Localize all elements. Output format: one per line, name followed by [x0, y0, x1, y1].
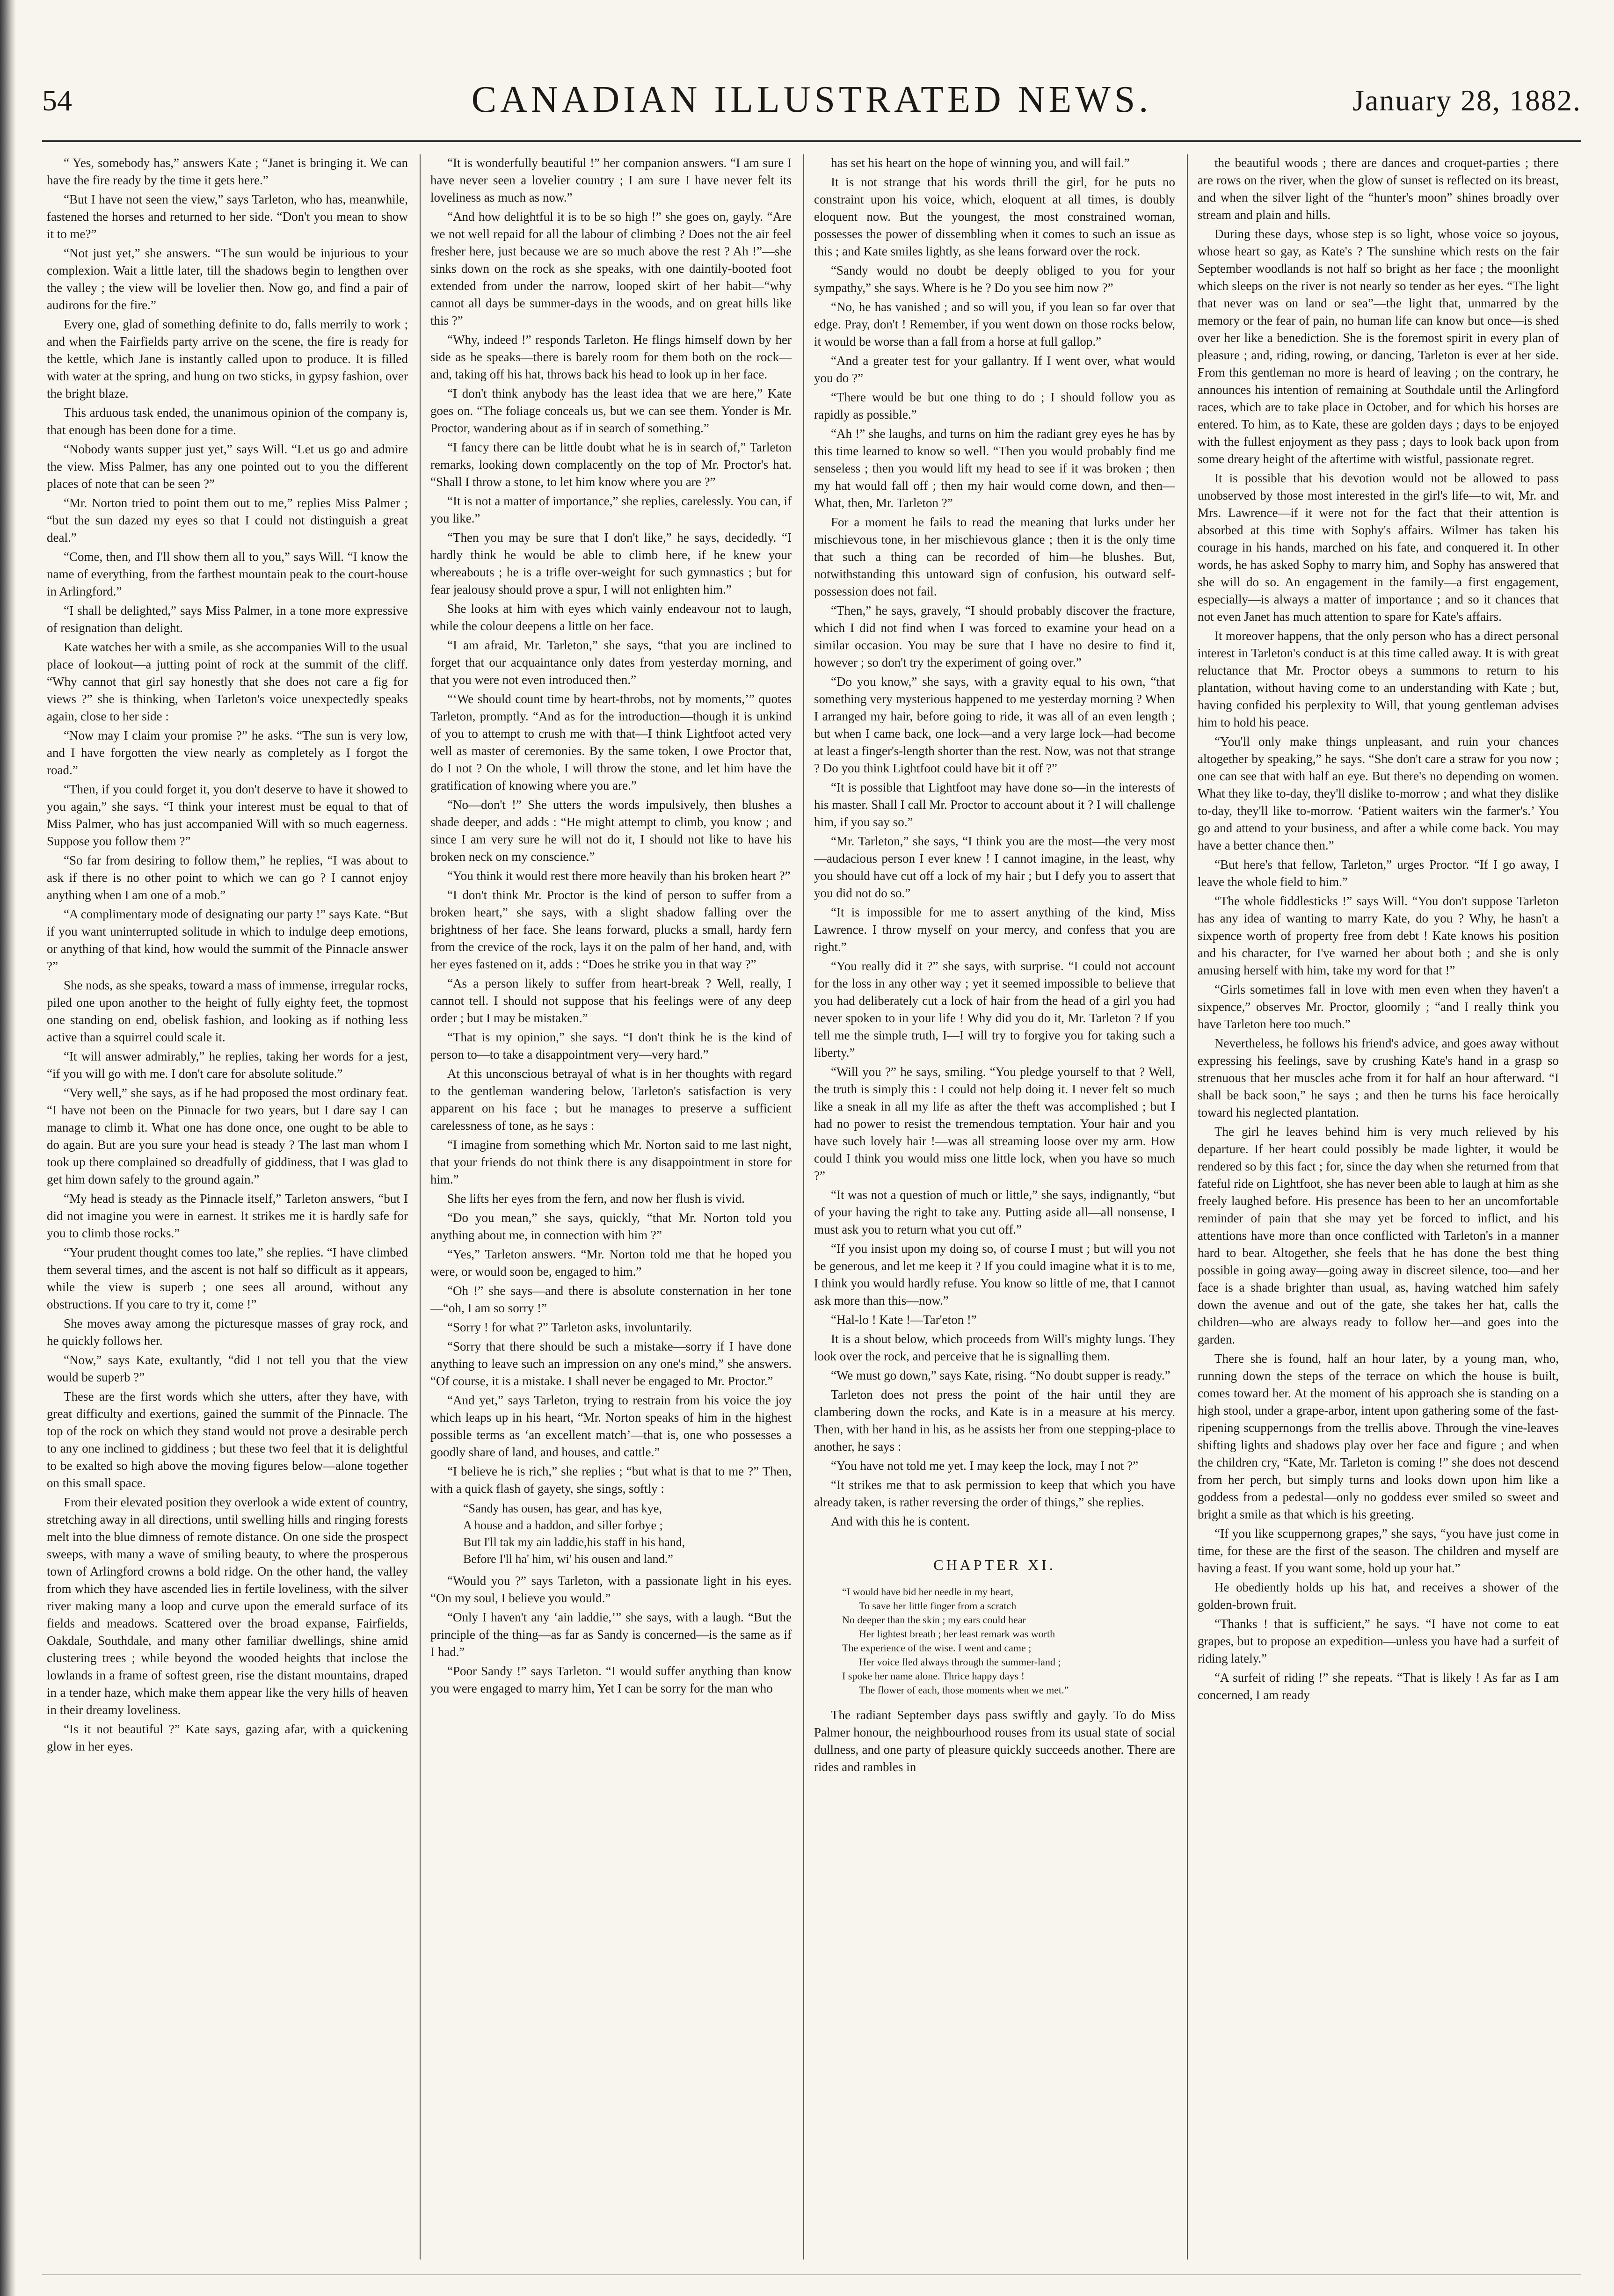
paragraph: It is a shout below, which proceeds from Will's mighty lungs. They look over the rock, and perceive that he is signalling them. [814, 1332, 1175, 1363]
epigraph-poem-line: To save her little finger from a scratch [859, 1600, 1017, 1612]
newspaper-title: CANADIAN ILLUSTRATED NEWS. [471, 79, 1152, 120]
paragraph: “Now,” says Kate, exultantly, “did I not tell you that the view would be superb ?” [47, 1353, 408, 1384]
paragraph: has set his heart on the hope of winning you, and will fail.” [831, 156, 1130, 170]
paragraph: “Oh !” she says—and there is absolute consternation in her tone—“oh, I am so sorry !” [430, 1284, 792, 1315]
paragraph: “No, he has vanished ; and so will you, if you lean so far over that edge. Pray, don't ! Remember, if you went down on those rocks below, it would be worse than a fall from a horse at full gallop.” [814, 300, 1175, 349]
paragraph: For a moment he fails to read the meaning that lurks under her mischievous tone, in her mischievous glance ; then it is the only time that such a thing can be recorded of him—he blushes. But, notwithstanding this untoward sign of confusion, his outward self-possession does not fail. [814, 515, 1175, 598]
paragraph: “I shall be delighted,” says Miss Palmer, in a tone more expressive of resignation than delight. [47, 603, 408, 635]
epigraph-poem-line: I spoke her name alone. Thrice happy days ! [842, 1670, 1025, 1682]
paragraph: “But here's that fellow, Tarleton,” urges Proctor. “If I go away, I leave the whole field to him.” [1198, 857, 1559, 889]
paragraph: It is possible that his devotion would not be allowed to pass unobserved by those most interested in the girl's life—to wit, Mr. and Mrs. Lawrence—if it were not for the fact that their attention is absorbed at this time with Sophy's affairs. Wilmer has taken his courage in his hands, marched on his fate, and conquered it. In other words, he has asked Sophy to marry him, and Sophy has answered that she will do so. An engagement in the family—a first engagement, especially—is always a matter of importance ; and so it chances that not even Janet has much attention to spare for Kate's affairs. [1198, 471, 1559, 624]
paragraph: “If you insist upon my doing so, of course I must ; but will you not be generous, and let me keep it ? If you could imagine what it is to me, I think you would hardly refuse. You know so little of me, that I cannot ask more than this—now.” [814, 1242, 1175, 1308]
paragraph: “Ah !” she laughs, and turns on him the radiant grey eyes he has by this time learned to know so well. “Then you would probably find me senseless ; then you would lift my head to see if it was broken ; then my hat would fall off ; then my hair would come down, and then—What, then, Mr. Tarleton ?” [814, 427, 1175, 510]
song-verse-line: Before I'll ha' him, wi' his ousen and land.” [463, 1552, 673, 1566]
paragraph: She moves away among the picturesque masses of gray rock, and he quickly follows her. [47, 1316, 408, 1348]
epigraph-poem-line: Her voice fled always through the summer-land ; [859, 1656, 1061, 1668]
paragraph: It moreover happens, that the only person who has a direct personal interest in Tarleton's conduct is at this time called away. It is with great reluctance that Mr. Proctor obeys a summons to return to his plantation, without having come to an understanding with Kate ; but, having confided his perplexity to Will, that young gentleman advises him to hold his peace. [1198, 629, 1559, 729]
epigraph-poem-line: No deeper than the skin ; my ears could hear [842, 1614, 1026, 1626]
epigraph-poem-line: Her lightest breath ; her least remark was worth [859, 1628, 1055, 1640]
paragraph: “Why, indeed !” responds Tarleton. He flings himself down by her side as he speaks—there is barely room for them both on the rock—and, taking off his hat, throws back his head to look up in her face. [430, 333, 792, 381]
page-header [42, 75, 1581, 131]
paragraph: “You think it would rest there more heavily than his broken heart ?” [447, 869, 791, 883]
paragraph: “It is impossible for me to assert anything of the kind, Miss Lawrence. I throw myself on your mercy, and confess that you are right.” [814, 905, 1175, 954]
paragraph: “That is my opinion,” she says. “I don't think he is the kind of person to—to take a disappointment very—very hard.” [430, 1030, 792, 1061]
paragraph: He obediently holds up his hat, and receives a shower of the golden-brown fruit. [1198, 1580, 1559, 1612]
paragraph: She looks at him with eyes which vainly endeavour not to laugh, while the colour deepens a little on her face. [430, 602, 792, 633]
paragraph: “Sorry that there should be such a mistake—sorry if I have done anything to leave such an impression on any one's mind,” she answers. “Of course, it is a mistake. I shall never be engaged to Mr. Proctor.” [430, 1339, 792, 1388]
column-4 [1198, 154, 1559, 2274]
paragraph: “I don't think anybody has the least idea that we are here,” Kate goes on. “The foliage conceals us, but we can see them. Yonder is Mr. Proctor, wandering about as if in search of something.” [430, 386, 792, 435]
paragraph: “Do you mean,” she says, quickly, “that Mr. Norton told you anything about me, in connection with him ?” [430, 1211, 792, 1242]
paragraph: “I fancy there can be little doubt what he is in search of,” Tarleton remarks, looking down complacently on the top of Mr. Proctor's hat. “Shall I throw a stone, to let him know where you are ?” [430, 440, 792, 489]
paragraph: “Mr. Norton tried to point them out to me,” replies Miss Palmer ; “but the sun dazed my eyes so that I could not distinguish a great deal.” [47, 496, 408, 545]
paragraph: From their elevated position they overlook a wide extent of country, stretching away in all directions, until swelling hills and ringing forests melt into the blue dimness of remote distance. On one side the prospect sweeps, with many a wave of smiling beauty, to where the prosperous town of Arlingford crowns a bold ridge. On the other hand, the valley from which they have ascended lies in fertile loveliness, with the silver river making many a loop and curve upon the emerald surface of its fields and meadows. Scattered over the broad expanse, Fairfields, Oakdale, Southdale, and many other familiar dwellings, shine amid clustering trees ; while beyond the wooded heights that inclose the lowlands in a frame of softest green, rise the distant mountains, draped in a tender haze, which make them appear like the very hills of heaven in their dreamy loveliness. [47, 1495, 408, 1717]
paragraph: “I imagine from something which Mr. Norton said to me last night, that your friends do not think there is any disappointment in store for him.” [430, 1138, 792, 1186]
paragraph: “I believe he is rich,” she replies ; “but what is that to me ?” Then, with a quick flash of gayety, she sings, softly : [430, 1464, 792, 1496]
column-divider [1187, 154, 1188, 2260]
paragraph: “There would be but one thing to do ; I should follow you as rapidly as possible.” [814, 390, 1175, 421]
paragraph: “We must go down,” says Kate, rising. “No doubt supper is ready.” [831, 1368, 1171, 1382]
paragraph: “It is not a matter of importance,” she replies, carelessly. You can, if you like.” [430, 494, 792, 525]
paragraph: “It is possible that Lightfoot may have done so—in the interests of his master. Shall I call Mr. Proctor to account about it ? I will challenge him, if you say so.” [814, 780, 1175, 829]
paragraph: “Only I haven't any ‘ain laddie,’” she says, with a laugh. “But the principle of the thing—as far as Sandy is concerned—is the same as if I had.” [430, 1610, 792, 1659]
paragraph: She lifts her eyes from the fern, and now her flush is vivid. [447, 1192, 745, 1206]
paragraph: “Then, if you could forget it, you don't deserve to have it showed to you again,” she says. “I think your interest must be equal to that of Miss Palmer, who has just accompanied Will with so much eagerness. Suppose you follow them ?” [47, 782, 408, 848]
paragraph: “Poor Sandy !” says Tarleton. “I would suffer anything than know you were engaged to marry him, Yet I can be sorry for the man who [430, 1664, 792, 1695]
paragraph: “Hal-lo ! Kate !—Tar'eton !” [831, 1313, 977, 1327]
paragraph: “Then,” he says, gravely, “I should probably discover the fracture, which I did not find when I was forced to examine your head on a similar occasion. You may be sure that I have no desire to find it, however ; so don't try the experiment of going over.” [814, 603, 1175, 669]
paragraph: “It will answer admirably,” he replies, taking her words for a jest, “if you will go with me. I don't care for absolute solitude.” [47, 1049, 408, 1081]
paragraph: Tarleton does not press the point of the hair until they are clambering down the rocks, and Kate is in a measure at his mercy. Then, with her hand in his, as he assists her from one stepping-place to another, he says : [814, 1388, 1175, 1453]
paragraph: “The whole fiddlesticks !” says Will. “You don't suppose Tarleton has any idea of wanting to marry Kate, do you ? Why, he hasn't a sixpence worth of property free from debt ! Kate knows his position and his character, for I've warned her about both ; and she is only amusing herself with him, take my word for that !” [1198, 894, 1559, 977]
paragraph: “No—don't !” She utters the words impulsively, then blushes a shade deeper, and adds : “He might attempt to climb, you know ; and since I am very sure he will not do it, I should not like to have his broken neck on my conscience.” [430, 798, 792, 864]
paragraph: “Girls sometimes fall in love with men even when they haven't a sixpence,” observes Mr. Proctor, gloomily ; “and I really think you have Tarleton here too much.” [1198, 982, 1559, 1031]
article-columns [47, 154, 1577, 2274]
paragraph: And with this he is content. [831, 1514, 970, 1528]
paragraph: Kate watches her with a smile, as she accompanies Will to the usual place of lookout—a jutting point of rock at the summit of the cliff. “Why cannot that girl say honestly that she does not care a fig for views ?” she is thinking, when Tarleton's voice unexpectedly speaks again, close to her side : [47, 640, 408, 723]
paragraph: “Come, then, and I'll show them all to you,” says Will. “I know the name of everything, from the farthest mountain peak to the court-house in Arlingford.” [47, 550, 408, 598]
paragraph: “You'll only make things unpleasant, and ruin your chances altogether by speaking,” he says. “She don't care a straw for you now ; one can see that with half an eye. But there's no depending on women. What they like to-day, they'll dislike to-morrow ; and what they dislike to-day, they'll like to-morrow. ‘Patient waiters win the farmer's.’ You go and attend to your business, and after a while come back. You may have a better chance then.” [1198, 734, 1559, 852]
paragraph: “I am afraid, Mr. Tarleton,” she says, “that you are inclined to forget that our acquaintance only dates from yesterday morning, and that you were not even introduced then.” [430, 638, 792, 687]
paragraph: “Now may I claim your promise ?” he asks. “The sun is very low, and I have forgotten the view nearly as completely as I forgot the road.” [47, 728, 408, 777]
epigraph-poem-line: “I would have bid her needle in my heart, [842, 1586, 1013, 1598]
paragraph: “Thanks ! that is sufficient,” he says. “I have not come to eat grapes, but to propose an expedition—unless you have had a surfeit of riding lately.” [1198, 1617, 1559, 1665]
paragraph: “It was not a question of much or little,” she says, indignantly, “but of your having the right to take any. Putting aside all—all nonsense, I must ask you to return what you cut off.” [814, 1188, 1175, 1236]
paragraph: “It strikes me that to ask permission to keep that which you have already taken, is rather reversing the order of things,” she replies. [814, 1478, 1175, 1509]
paragraph: “Your prudent thought comes too late,” she replies. “I have climbed them several times, and the ascent is not half so difficult as it appears, while the view is superb ; one sees all around, without any obstructions. If you care to try it, come !” [47, 1245, 408, 1311]
paragraph: “ Yes, somebody has,” answers Kate ; “Janet is bringing it. We can have the fire ready by the time it gets here.” [47, 156, 408, 187]
epigraph-poem [842, 1585, 1175, 1697]
paragraph: “Nobody wants supper just yet,” says Will. “Let us go and admire the view. Miss Palmer, has any one pointed out to you the different places of note that can be seen ?” [47, 442, 408, 491]
page-bottom-edge [42, 2274, 1581, 2275]
paragraph: “But I have not seen the view,” says Tarleton, who has, meanwhile, fastened the horses and returned to her side. “Don't you mean to show it to me?” [47, 192, 408, 241]
song-verse-line: “Sandy has ousen, has gear, and has kye, [463, 1502, 662, 1515]
paragraph: “A complimentary mode of designating our party !” says Kate. “But if you want uninterrupted solitude in which to indulge deep emotions, or anything of that kind, how would the summit of the Pinnacle answer ?” [47, 907, 408, 973]
paragraph: “Yes,” Tarleton answers. “Mr. Norton told me that he hoped you were, or would soon be, engaged to him.” [430, 1247, 792, 1279]
paragraph: “Then you may be sure that I don't like,” he says, decidedly. “I hardly think he would be able to climb here, if he knew your whereabouts ; he is a trifle over-weight for such gymnastics ; but for fear jealousy should prove a spur, I will not enlighten him.” [430, 530, 792, 596]
paragraph: “I don't think Mr. Proctor is the kind of person to suffer from a broken heart,” she says, with a slight shadow falling over the brightness of her face. She leans forward, plucks a small, hardy fern from the crevice of the rock, lays it on the palm of her hand, and, with her eyes fastened on it, adds : “Does he strike you in that way ?” [430, 888, 792, 971]
paragraph: “You have not told me yet. I may keep the lock, may I not ?” [831, 1459, 1139, 1473]
paragraph: During these days, whose step is so light, whose voice so joyous, whose heart so gay, as Kate's ? The sunshine which rests on the fair September woodlands is not half so bright as her face ; the moonlight which sleeps on the river is not nearly so tender as her eyes. “The light that never was on land or sea”—the light that, unmarred by the memory or the fear of pain, no human life can know but once—is shed over her like a benediction. She is the foremost spirit in every plan of pleasure ; and, riding, rowing, or dancing, Tarleton is ever at her side. From this gentleman no more is heard of leaving ; on the contrary, he announces his intention of remaining at Southdale until the Arlingford races, which are to take place in October, and for which his horses are entered. To him, as to Kate, these are golden days ; days to be enjoyed with the fullest enjoyment as they pass ; days to look back upon from some dreary height of the aftertime with wistful, passionate regret. [1198, 227, 1559, 466]
paragraph: Every one, glad of something definite to do, falls merrily to work ; and when the Fairfields party arrive on the scene, the fire is ready for the kettle, which Jane is instantly called upon to produce. It is filled with water at the spring, and hung on two sticks, in gypsy fashion, over the bright blaze. [47, 317, 408, 400]
column-1 [47, 154, 408, 2274]
paragraph: “Mr. Tarleton,” she says, “I think you are the most—the very most—audacious person I ever knew ! I cannot imagine, in the least, why you should have cut off a lock of my hair ; but I defy you to assert that you did not do so.” [814, 834, 1175, 900]
chapter-heading: CHAPTER XI. [933, 1556, 1056, 1573]
column-3 [814, 154, 1175, 2274]
page-number: 54 [42, 84, 72, 117]
paragraph: “And how delightful it is to be so high !” she goes on, gayly. “Are we not well repaid for all the labour of climbing ? Does not the air feel fresher here, just because we are so much above the rest ? Ah !”—she sinks down on the rock as she speaks, with one daintily-booted foot extended from under the narrow, looped skirt of her habit—“why cannot all days be summer-days in the woods, and on great hills like this ?” [430, 210, 792, 327]
scan-edge-shadow [0, 0, 16, 2296]
paragraph: “And a greater test for your gallantry. If I went over, what would you do ?” [814, 354, 1175, 385]
paragraph: “If you like scuppernong grapes,” she says, “you have just come in time, for these are the first of the season. The children and myself are having a feast. If you want some, hold up your hat.” [1198, 1526, 1559, 1575]
paragraph: “Sorry ! for what ?” Tarleton asks, involuntarily. [447, 1320, 692, 1334]
paragraph: There she is found, half an hour later, by a young man, who, running down the steps of the terrace on which the house is built, comes toward her. At the moment of his approach she is standing on a high stool, under a grape-arbor, intent upon gathering some of the fast-ripening scuppernongs from the trellis above. Through the vine-leaves shifting lights and shadows play over her face and figure ; and when the children cry, “Kate, Mr. Tarleton is coming !” she does not descend from her perch, but simply turns and looks down upon him like a goddess from a pedestal—only no goddess ever smiled so sweet and bright a smile as that which is his greeting. [1198, 1351, 1559, 1521]
paragraph: It is not strange that his words thrill the girl, for he puts no constraint upon his voice, which, eloquent at all times, is doubly eloquent now. But the youngest, the most constrained woman, possesses the power of dissembling when it comes to such an issue as this ; and Kate smiles lightly, as she leans forward over the rock. [814, 175, 1175, 258]
paragraph: “‘We should count time by heart-throbs, not by moments,’” quotes Tarleton, promptly. “And as for the introduction—though it is unkind of you to attempt to crush me with that—I think Lightfoot acted very well as master of ceremonies. By the same token, I owe Proctor that, do I not ? On the whole, I will throw the stone, and let him have the gratification of knowing where you are.” [430, 692, 792, 792]
paragraph: “My head is steady as the Pinnacle itself,” Tarleton answers, “but I did not imagine you were in earnest. It strikes me it is hardly safe for you to climb those rocks.” [47, 1192, 408, 1240]
paragraph: “Sandy would no doubt be deeply obliged to you for your sympathy,” she says. Where is he ? Do you see him now ?” [814, 263, 1175, 295]
column-divider [420, 154, 421, 2260]
song-verse-line: But I'll tak my ain laddie,his staff in his hand, [463, 1535, 685, 1549]
column-divider [803, 154, 804, 2260]
paragraph: “Do you know,” she says, with a gravity equal to his own, “that something very mysterious happened to me yesterday morning ? When I arranged my hair, before going to ride, it was all of an even length ; but when I came back, one lock—and a very large lock—had become at least a finger's-length shorter than the rest. Now, was not that strange ? Do you think Lightfoot could have bit it off ?” [814, 675, 1175, 775]
paragraph: “Will you ?” he says, smiling. “You pledge yourself to that ? Well, the truth is simply this : I could not help doing it. I never felt so much like a sneak in all my life as after the theft was accomplished ; but I had no power to resist the tremendous temptation. Your hair and you have such lovely hair !—was all streaming loose over my arm. How could I think you would miss one little lock, when you have so much ?” [814, 1065, 1175, 1183]
song-verse-line: A house and a haddon, and siller forbye ; [463, 1519, 663, 1532]
paragraph: “Would you ?” says Tarleton, with a passionate light in his eyes. “On my soul, I believe you would.” [430, 1574, 792, 1605]
paragraph: “Is it not beautiful ?” Kate says, gazing afar, with a quickening glow in her eyes. [47, 1722, 408, 1753]
issue-date: January 28, 1882. [1352, 84, 1581, 117]
paragraph: “As a person likely to suffer from heart-break ? Well, really, I cannot tell. I should not suppose that his feelings were of any deep order ; but I may be mistaken.” [430, 976, 792, 1025]
paragraph: “It is wonderfully beautiful !” her companion answers. “I am sure I have never seen a lovelier country ; I am sure I have never felt its loveliness as much as now.” [430, 156, 792, 204]
paragraph: Nevertheless, he follows his friend's advice, and goes away without expressing his feelings, save by crushing Kate's hand in a grasp so strenuous that her muscles ache from it for half an hour afterward. “I shall be back soon,” he says ; and then he turns his face heroically toward his neglected plantation. [1198, 1036, 1559, 1119]
paragraph: “Very well,” she says, as if he had proposed the most ordinary feat. “I have not been on the Pinnacle for two years, but I dare say I can manage to climb it. What one has done once, one ought to be able to do again. But are you sure your head is steady ? The last man whom I took up there complained so dreadfully of giddiness, that I was glad to get him down safely to the ground again.” [47, 1086, 408, 1186]
paragraph: At this unconscious betrayal of what is in her thoughts with regard to the gentleman wandering below, Tarleton's satisfaction is very apparent on his face ; but he manages to preserve a sufficient carelessness of tone, as he says : [430, 1067, 792, 1133]
song-verse [463, 1500, 792, 1568]
paragraph: “And yet,” says Tarleton, trying to restrain from his voice the joy which leaps up in his heart, “Mr. Norton speaks of him in the highest possible terms as ‘an excellent match’—that is, one who possesses a goodly share of land, and houses, and cattle.” [430, 1393, 792, 1459]
paragraph: “You really did it ?” she says, with surprise. “I could not account for the loss in any other way ; yet it seemed impossible to believe that you had deliberately cut a lock of hair from the head of a girl you had never spoken to in your life ! Why did you do it, Mr. Tarleton ? If you tell me the simple truth, I—I will try to forgive you for taking such a liberty.” [814, 959, 1175, 1060]
paragraph: She nods, as she speaks, toward a mass of immense, irregular rocks, piled one upon another to the height of fully eighty feet, the topmost one standing on end, obelisk fashion, and looking as if nothing less active than a squirrel could scale it. [47, 978, 408, 1044]
column-2 [430, 154, 792, 2274]
paragraph: The girl he leaves behind him is very much relieved by his departure. If her heart could possibly be made lighter, it would be rendered so by this fact ; for, since the day when she returned from that fateful ride on Lightfoot, she has never been able to laugh at him as she freely laughed before. His presence has been to her an uncomfortable reminder of pain that she may yet be forced to inflict, and his attentions have more than once conflicted with Tarleton's in a manner hard to bear. Altogether, she feels that he has done the best thing possible in going away—going away in discreet silence, too—and her face is a shade brighter than usual, as, having watched him safely down the avenue and out of the gate, she takes her hat, calls the children—who are always ready to follow her—and goes into the garden. [1198, 1125, 1559, 1346]
paragraph: the beautiful woods ; there are dances and croquet-parties ; there are rows on the river, when the glow of sunset is reflected on its breast, and when the silver light of the “hunter's moon” shines broadly over stream and plain and hills. [1198, 156, 1559, 222]
paragraph: This arduous task ended, the unanimous opinion of the company is, that enough has been done for a time. [47, 406, 408, 437]
paragraph: “So far from desiring to follow them,” he replies, “I was about to ask if there is no other point to which we can go ? I cannot enjoy anything when I am one of a mob.” [47, 853, 408, 902]
paragraph: “A surfeit of riding !” she repeats. “That is likely ! As far as I am concerned, I am ready [1198, 1671, 1559, 1702]
paragraph: The radiant September days pass swiftly and gayly. To do Miss Palmer honour, the neighbourhood rouses from its usual state of social dullness, and one party of pleasure quickly succeeds another. There are rides and rambles in [814, 1708, 1175, 1774]
paragraph: “Not just yet,” she answers. “The sun would be injurious to your complexion. Wait a little later, till the shadows begin to lengthen over the valley ; the view will be lovelier then. Now go, and find a pair of audirons for the fire.” [47, 246, 408, 312]
paragraph: These are the first words which she utters, after they have, with great difficulty and exertions, gained the summit of the Pinnacle. The top of the rock on which they stand would not prove a desirable perch to any one inclined to giddiness ; but these two feel that it is delightful to be exalted so high above the moving figures below—alone together on this small space. [47, 1389, 408, 1490]
header-rule [42, 140, 1581, 142]
epigraph-poem-line: The experience of the wise. I went and came ; [842, 1642, 1032, 1654]
epigraph-poem-line: The flower of each, those moments when we met.” [859, 1684, 1069, 1696]
